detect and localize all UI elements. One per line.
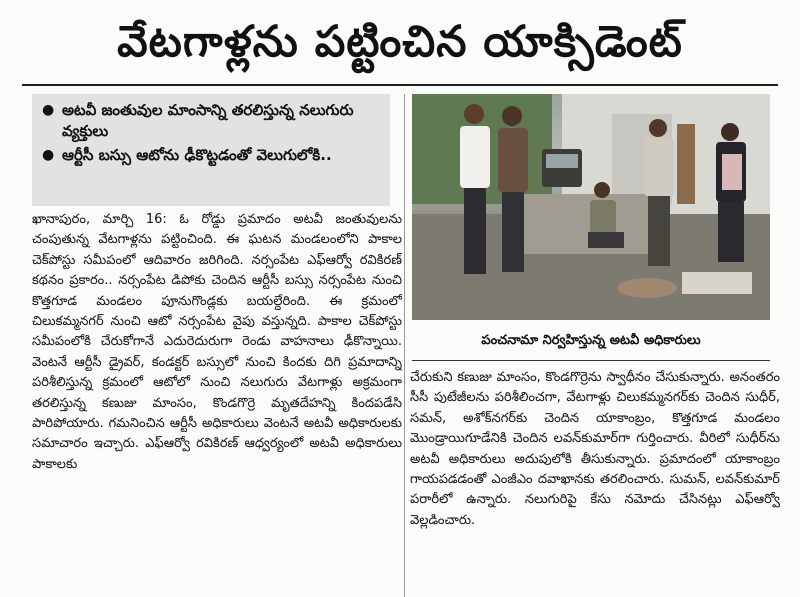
bullet-dot-icon: ● [42,147,55,163]
headline: వేటగాళ్లను పట్టించిన యాక్సిడెంట్ [117,16,683,67]
news-photo [412,94,770,320]
forest-officials-photo [412,94,770,320]
headline-rule [22,84,778,86]
summary-point-text: అటవీ జంతువుల మాంసాన్ని తరలిస్తున్న నలుగురు వ్యక్తులు [62,101,354,140]
summary-point [42,100,382,142]
bullet-dot-icon: ● [42,102,55,118]
summary-box [32,94,390,206]
summary-point-text: ఆర్టీసీ బస్సు ఆటోను ఢీకొట్టడంతో వెలుగులోకి.. [62,146,332,164]
photo-caption: పంచనామా నిర్వహిస్తున్న అటవీ అధికారులు [412,324,770,361]
summary-point [42,145,382,166]
article-body-right-column: చేరుకుని కణుజు మాంసం, కొండగొర్రెను స్వాధీనం చేసుకున్నారు. అనంతరం సీసీ పుటేజీలను పరిశీలించగా, వేటగాళ్లు చిలుకమ్మనగర్‌కు చెందిన సుధీర్, సమన్, అశోక్‌నగర్‌కు చెందిన యాకాంబ్రం, కొత్తగూడ మండలం మొండ్రాయిగూడేనికి చెందిన లవన్‌కుమార్‌గా గుర్తించారు. వీరిలో సుధీర్‌ను అటవీ అధికారులు అదుపులోకి తీసుకున్నారు. ప్రమాదంలో యాకాంబ్రం గాయపడడంతో ఎంజీఎం దవాఖానకు తరలించారు. సుమన్, లవన్‌కుమార్ పరారీలో ఉన్నారు. నలుగురిపై కేసు నమోదు చేసినట్లు ఎఫ్‌ఆర్వో వెల్లడించారు. [410,370,780,528]
article-body-left-column: ఖానాపురం, మార్చి 16: ఓ రోడ్డు ప్రమాదం అటవీ జంతువులను చంపుతున్న వేటగాళ్లను పట్టించింది. ఈ ఘటన మండలంలోని పాకాల చెక్‌పోస్టు సమీపంలో ఆదివారం జరిగింది. నర్సంపేట ఎఫ్‌ఆర్వో రవికిరణ్ కథనం ప్రకారం.. నర్సంపేట డిపోకు చెందిన ఆర్టీసీ బస్సు నర్సంపేట నుంచి కొత్తగూడ మండలం పూనుగొండ్లకు బయల్దేరింది. ఈ క్రమంలో చిలుకమ్మనగర్ నుంచి ఆటో నర్సంపేట వైపు వస్తున్నది. పాకాల చెక్‌పోస్టు సమీపంలోకి చేరుకోగానే ఎదురెదురుగా రెండు వాహనాలు ఢీకొన్నాయి. వెంటనే ఆర్టీసీ డ్రైవర్, కండక్టర్ బస్సులో నుంచి కిందకు దిగి ప్రమాదాన్ని పరిశీలిస్తున్న క్రమంలో ఆటోలో నుంచి నలుగురు వేటగాళ్లు అక్రమంగా తరలిస్తున్న కణుజు మాంసం, కొండగొర్రె మృతదేహన్ని కిందపడేసి పారిపోయారు. గమనించిన ఆర్టీసీ అధికారులు వెంటనే అటవీ అధికారులకు సమాచారం ఇచ్చారు. ఎఫ్‌ఆర్వో రవికిరణ్ ఆధ్వర్యంలో అటవీ అధికారులు పాకాలకు [32,212,402,472]
column-divider [404,94,405,597]
